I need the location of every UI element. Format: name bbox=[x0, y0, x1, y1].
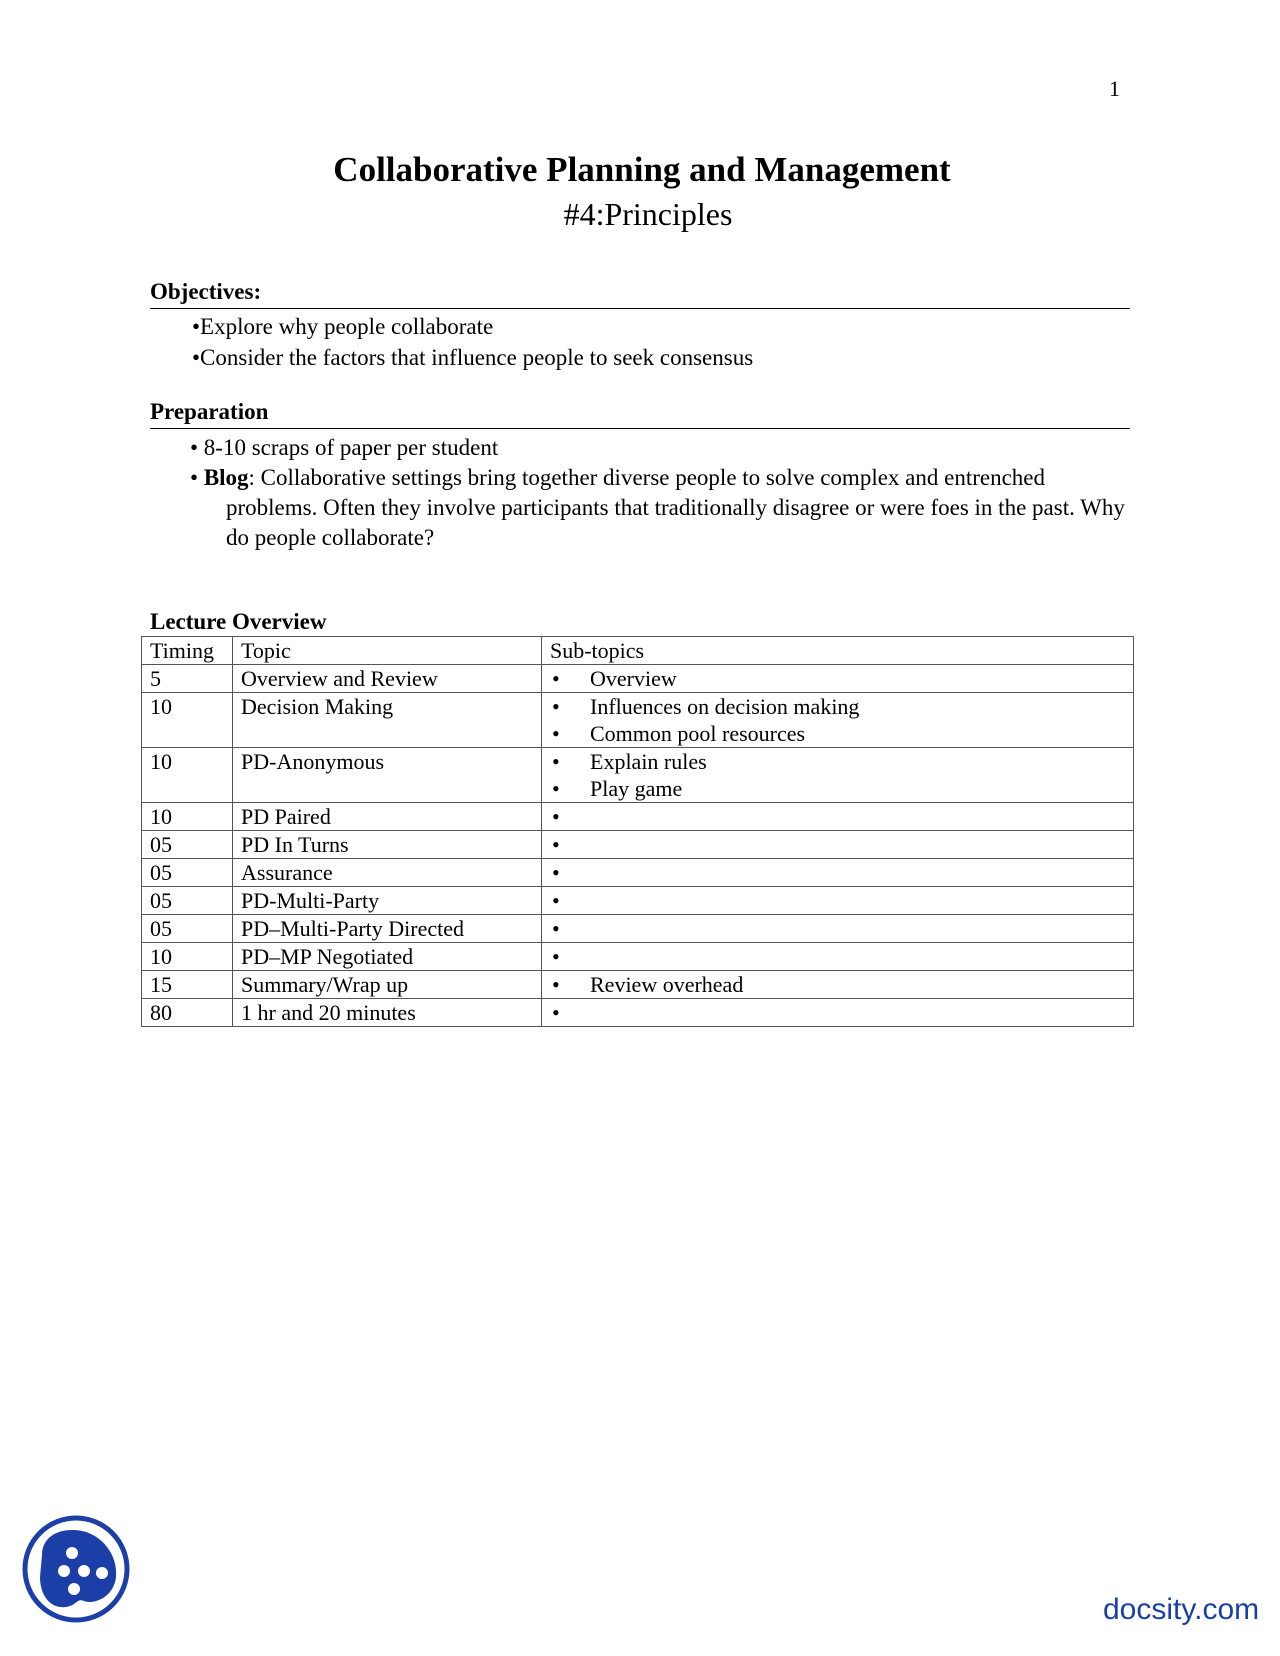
topic-cell: PD–MP Negotiated bbox=[233, 943, 542, 971]
table-row bbox=[142, 665, 1134, 693]
subtopics-cell bbox=[542, 693, 1134, 748]
bullet: • bbox=[552, 749, 560, 774]
preparation-item-blog bbox=[150, 463, 1130, 553]
page-number: 1 bbox=[1109, 76, 1120, 101]
subtopic-text: Review overhead bbox=[590, 972, 744, 997]
subtopic-item bbox=[550, 693, 1133, 720]
table-row bbox=[142, 803, 1134, 831]
table-row bbox=[142, 748, 1134, 803]
subtopics-cell bbox=[542, 748, 1134, 803]
subtopic-text: Overview bbox=[590, 666, 677, 691]
subtopics-cell bbox=[542, 665, 1134, 693]
subtopics-cell bbox=[542, 999, 1134, 1027]
objective-item: •Explore why people collaborate bbox=[192, 314, 494, 339]
timing-cell: 10 bbox=[142, 803, 233, 831]
timing-cell: 15 bbox=[142, 971, 233, 999]
bullet: • bbox=[190, 465, 204, 490]
timing-cell: 05 bbox=[142, 887, 233, 915]
bullet: • bbox=[552, 721, 560, 746]
subtopics-cell bbox=[542, 887, 1134, 915]
table-row bbox=[142, 887, 1134, 915]
bullet: • bbox=[552, 916, 560, 941]
topic-cell: Summary/Wrap up bbox=[233, 971, 542, 999]
topic-cell: Overview and Review bbox=[233, 665, 542, 693]
objectives-heading: Objectives: bbox=[150, 278, 1130, 309]
bullet: • bbox=[552, 776, 560, 801]
subtopic-text: Play game bbox=[590, 776, 683, 801]
blog-text: : Collaborative settings bring together diverse people to solve complex and entrenched problems. Often they involve participants that traditionally disagree or were foes in the past. Why do people collaborate? bbox=[226, 465, 1125, 550]
objectives-list bbox=[150, 311, 1130, 373]
objectives-section bbox=[150, 278, 1130, 373]
bullet: • bbox=[552, 1000, 560, 1025]
topic-cell: 1 hr and 20 minutes bbox=[233, 999, 542, 1027]
timing-cell: 10 bbox=[142, 693, 233, 748]
preparation-list bbox=[150, 433, 1130, 553]
table-row bbox=[142, 859, 1134, 887]
subtopics-cell bbox=[542, 915, 1134, 943]
timing-cell: 80 bbox=[142, 999, 233, 1027]
bullet: • bbox=[552, 972, 560, 997]
document-subtitle: #4:Principles bbox=[563, 196, 733, 232]
subtopic-item bbox=[550, 775, 1133, 802]
topic-cell: PD–Multi-Party Directed bbox=[233, 915, 542, 943]
subtopics-cell bbox=[542, 803, 1134, 831]
topic-cell: Assurance bbox=[233, 859, 542, 887]
subtopics-cell bbox=[542, 831, 1134, 859]
topic-cell: PD-Multi-Party bbox=[233, 887, 542, 915]
document-title: Collaborative Planning and Management bbox=[333, 150, 951, 189]
column-header-subtopics: Sub-topics bbox=[542, 637, 1134, 665]
lecture-overview-heading: Lecture Overview bbox=[150, 609, 327, 634]
subtopic-item bbox=[550, 887, 1133, 914]
bullet: • bbox=[552, 944, 560, 969]
table-row bbox=[142, 831, 1134, 859]
subtopic-item bbox=[550, 999, 1133, 1026]
timing-cell: 10 bbox=[142, 943, 233, 971]
table-header-row bbox=[142, 637, 1134, 665]
bullet: • bbox=[552, 860, 560, 885]
topic-cell: PD In Turns bbox=[233, 831, 542, 859]
bullet: • bbox=[552, 804, 560, 829]
subtopics-cell bbox=[542, 971, 1134, 999]
objective-item: •Consider the factors that influence people to seek consensus bbox=[192, 345, 754, 370]
column-header-timing: Timing bbox=[142, 637, 233, 665]
bullet: • bbox=[552, 832, 560, 857]
timing-cell: 5 bbox=[142, 665, 233, 693]
preparation-heading: Preparation bbox=[150, 398, 1130, 429]
topic-cell: Decision Making bbox=[233, 693, 542, 748]
subtopic-item bbox=[550, 831, 1133, 858]
subtopic-item bbox=[550, 915, 1133, 942]
table-row bbox=[142, 693, 1134, 748]
table-row bbox=[142, 999, 1134, 1027]
title-block bbox=[0, 148, 1280, 236]
preparation-section bbox=[150, 398, 1130, 553]
footer-site-link[interactable]: docsity.com bbox=[1103, 1593, 1260, 1626]
lecture-overview-table bbox=[141, 636, 1134, 1027]
timing-cell: 05 bbox=[142, 831, 233, 859]
preparation-item: • 8-10 scraps of paper per student bbox=[190, 435, 499, 460]
subtopic-item bbox=[550, 748, 1133, 775]
subtopic-item bbox=[550, 665, 1133, 692]
timing-cell: 05 bbox=[142, 859, 233, 887]
timing-cell: 10 bbox=[142, 748, 233, 803]
docsity-logo-icon bbox=[20, 1513, 132, 1625]
subtopic-item bbox=[550, 971, 1133, 998]
bullet: • bbox=[552, 666, 560, 691]
table-row bbox=[142, 915, 1134, 943]
blog-label: Blog bbox=[203, 465, 249, 490]
table-row bbox=[142, 943, 1134, 971]
column-header-topic: Topic bbox=[233, 637, 542, 665]
timing-cell: 05 bbox=[142, 915, 233, 943]
subtopics-cell bbox=[542, 859, 1134, 887]
table-row bbox=[142, 971, 1134, 999]
topic-cell: PD-Anonymous bbox=[233, 748, 542, 803]
subtopic-text: Explain rules bbox=[590, 749, 707, 774]
bullet: • bbox=[552, 694, 560, 719]
subtopic-text: Common pool resources bbox=[590, 721, 806, 746]
subtopic-item bbox=[550, 720, 1133, 747]
subtopic-item bbox=[550, 859, 1133, 886]
subtopics-cell bbox=[542, 943, 1134, 971]
subtopic-text: Influences on decision making bbox=[590, 694, 860, 719]
subtopic-item bbox=[550, 803, 1133, 830]
subtopic-item bbox=[550, 943, 1133, 970]
bullet: • bbox=[552, 888, 560, 913]
topic-cell: PD Paired bbox=[233, 803, 542, 831]
